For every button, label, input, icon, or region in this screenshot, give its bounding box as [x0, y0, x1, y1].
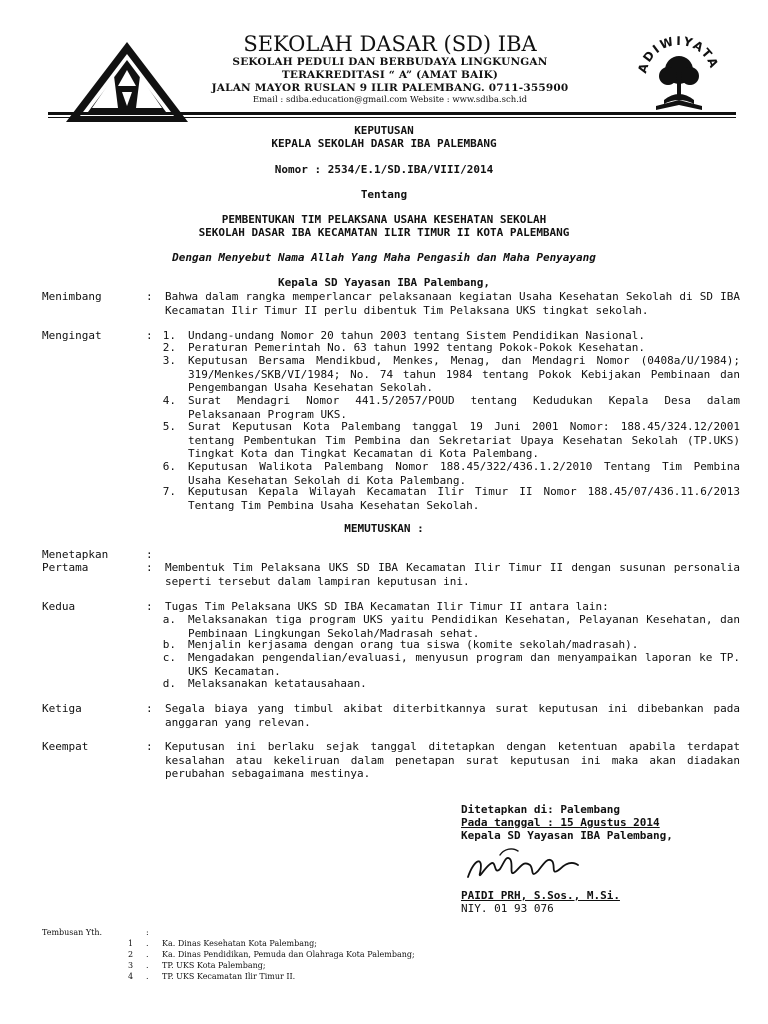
menimbang-text: Bahwa dalam rangka memperlancar pelaksanaan kegiatan Usaha Kesehatan Sekolah di SD IBA Kecamatan Ilir Timur II perlu dibentuk Tim Pelaksana UKS tingkat sekolah.	[165, 290, 740, 317]
signature-place: Ditetapkan di: Palembang	[461, 803, 620, 816]
signatory-name: PAIDI PRH, S.Sos., M.Si.	[461, 889, 620, 902]
kedua-item-text: Melaksanakan ketatausahaan.	[188, 677, 367, 690]
decree-subject-2: SEKOLAH DASAR IBA KECAMATAN ILIR TIMUR II KOTA PALEMBANG	[198, 226, 570, 239]
mengingat-item-number: 1.	[162, 329, 176, 342]
school-name: SEKOLAH DASAR (SD) IBA	[243, 32, 537, 56]
signatory-niy: NIY. 01 93 076	[461, 902, 554, 915]
mengingat-item-number: 7.	[162, 485, 176, 498]
tembusan-item-number: 4	[128, 972, 134, 981]
tembusan-colon: :	[146, 928, 149, 937]
decree-number: Nomor : 2534/E.1/SD.IBA/VIII/2014	[274, 163, 494, 176]
school-address: JALAN MAYOR RUSLAN 9 ILIR PALEMBANG. 0711-355900	[211, 82, 569, 94]
signature-date: Pada tanggal : 15 Agustus 2014	[461, 816, 660, 829]
school-contact: Email : sdiba.education@gmail.com Website : www.sdiba.sch.id	[252, 95, 528, 105]
menetapkan-label: Menetapkan	[42, 548, 109, 561]
tembusan-item-text: TP. UKS Kecamatan Ilir Timur II.	[162, 972, 296, 981]
kedua-colon: :	[146, 600, 153, 613]
kedua-item-letter: a.	[162, 613, 176, 626]
svg-text:ADIWIYATA: ADIWIYATA	[635, 33, 722, 75]
kedua-intro: Tugas Tim Pelaksana UKS SD IBA Kecamatan Ilir Timur II antara lain:	[165, 600, 609, 613]
header-rule-thick	[48, 112, 736, 115]
menimbang-colon: :	[146, 290, 153, 303]
tembusan-item-number: 2	[128, 950, 134, 959]
kedua-item-text: Menjalin kerjasama dengan orang tua siswa (komite sekolah/madrasah).	[188, 638, 639, 651]
mengingat-item-text: Surat Mendagri Nomor 441.5/2057/POUD tentang Kedudukan Kepala Desa dalam Pelaksanaan Program UKS.	[188, 394, 740, 421]
kedua-item-letter: d.	[162, 677, 176, 690]
ketiga-colon: :	[146, 702, 153, 715]
pertama-colon: :	[146, 561, 153, 574]
tembusan-item-text: TP. UKS Kota Palembang;	[162, 961, 266, 970]
pertama-text: Membentuk Tim Pelaksana UKS SD IBA Kecamatan Ilir Timur II dengan susunan personalia seperti tersebut dalam lampiran keputusan ini.	[165, 561, 740, 588]
tembusan-item-text: Ka. Dinas Pendidikan, Pemuda dan Olahraga Kota Palembang;	[162, 950, 415, 959]
mengingat-item-text: Undang-undang Nomor 20 tahun 2003 tentang Sistem Pendidikan Nasional.	[188, 329, 645, 342]
pertama-label: Pertama	[42, 561, 89, 574]
head-title: Kepala SD Yayasan IBA Palembang,	[278, 276, 490, 289]
keempat-text: Keputusan ini berlaku sejak tanggal ditetapkan dengan ketentuan apabila terdapat kesalahan atau kekeliruan dalam penetapan surat keputusan ini maka akan diadakan perubahan sebagaimana mestinya.	[165, 740, 740, 780]
mengingat-item-number: 2.	[162, 341, 176, 354]
mengingat-label: Mengingat	[42, 329, 102, 342]
memutuskan-heading: MEMUTUSKAN :	[344, 522, 424, 535]
mengingat-item-text: Keputusan Bersama Mendikbud, Menkes, Menag, dan Mendagri Nomor (0408a/U/1984); 319/Menkes/SKB/VI/1984; No. 74 tahun 1984 tentang Pokok Kebijakan Pembinaan dan Pengembangan Usaha Kesehatan Sekolah.	[188, 354, 740, 394]
header-rule-thin	[48, 117, 736, 118]
kedua-item-text: Mengadakan pengendalian/evaluasi, menyusun program dan menyampaikan laporan ke TP. UKS Kecamatan.	[188, 651, 740, 678]
ketiga-label: Ketiga	[42, 702, 82, 715]
tembusan-label: Tembusan Yth.	[42, 928, 103, 937]
tembusan-item-text: Ka. Dinas Kesehatan Kota Palembang;	[162, 939, 317, 948]
tembusan-item-dot: .	[146, 972, 149, 981]
decree-title: KEPUTUSAN	[354, 124, 414, 137]
tembusan-item-number: 1	[128, 939, 134, 948]
ketiga-text: Segala biaya yang timbul akibat diterbitkannya surat keputusan ini dibebankan pada anggaran yang relevan.	[165, 702, 740, 729]
mengingat-item-text: Surat Keputusan Kota Palembang tanggal 19 Juni 2001 Nomor: 188.45/324.12/2001 tentang Pembentukan Tim Pembina dan Sekretariat Upaya Kesehatan Sekolah (TP.UKS) Tingkat Kota dan Tingkat Kecamatan di Kota Palembang.	[188, 420, 740, 460]
kedua-item-letter: c.	[162, 651, 176, 664]
mengingat-item-number: 3.	[162, 354, 176, 367]
menetapkan-colon: :	[146, 548, 153, 561]
mengingat-item-text: Peraturan Pemerintah No. 63 tahun 1992 tentang Pokok-Pokok Kesehatan.	[188, 341, 645, 354]
mengingat-colon: :	[146, 329, 153, 342]
mengingat-item-text: Keputusan Walikota Palembang Nomor 188.45/322/436.1.2/2010 Tentang Tim Pembina Usaha Kesehatan Sekolah di Kota Palembang.	[188, 460, 740, 487]
mengingat-item-number: 5.	[162, 420, 176, 433]
kedua-label: Kedua	[42, 600, 76, 613]
mengingat-item-text: Keputusan Kepala Wilayah Kecamatan Ilir Timur II Nomor 188.45/07/436.11.6/2013 Tentang Tim Pembina Usaha Kesehatan Sekolah.	[188, 485, 740, 512]
school-tagline: SEKOLAH PEDULI DAN BERBUDAYA LINGKUNGAN	[232, 56, 548, 68]
adiwiyata-logo	[634, 26, 724, 122]
invocation: Dengan Menyebut Nama Allah Yang Maha Pengasih dan Maha Penyayang	[172, 251, 596, 264]
decree-about: Tentang	[360, 188, 408, 201]
menimbang-label: Menimbang	[42, 290, 102, 303]
keempat-label: Keempat	[42, 740, 89, 753]
kedua-item-letter: b.	[162, 638, 176, 651]
handwritten-signature	[460, 845, 600, 887]
school-accreditation: TERAKREDITASI “ A” (AMAT BAIK)	[281, 69, 499, 81]
tembusan-item-dot: .	[146, 961, 149, 970]
keempat-colon: :	[146, 740, 153, 753]
decree-issuer: KEPALA SEKOLAH DASAR IBA PALEMBANG	[271, 137, 497, 150]
tembusan-item-number: 3	[128, 961, 134, 970]
kedua-item-text: Melaksanakan tiga program UKS yaitu Pendidikan Kesehatan, Pelayanan Kesehatan, dan Pembinaan Lingkungan Sekolah/Madrasah sehat.	[188, 613, 740, 640]
signature-title: Kepala SD Yayasan IBA Palembang,	[461, 829, 673, 842]
mengingat-item-number: 6.	[162, 460, 176, 473]
tembusan-item-dot: .	[146, 939, 149, 948]
tembusan-item-dot: .	[146, 950, 149, 959]
mengingat-item-number: 4.	[162, 394, 176, 407]
decree-subject-1: PEMBENTUKAN TIM PELAKSANA USAHA KESEHATAN SEKOLAH	[221, 213, 547, 226]
